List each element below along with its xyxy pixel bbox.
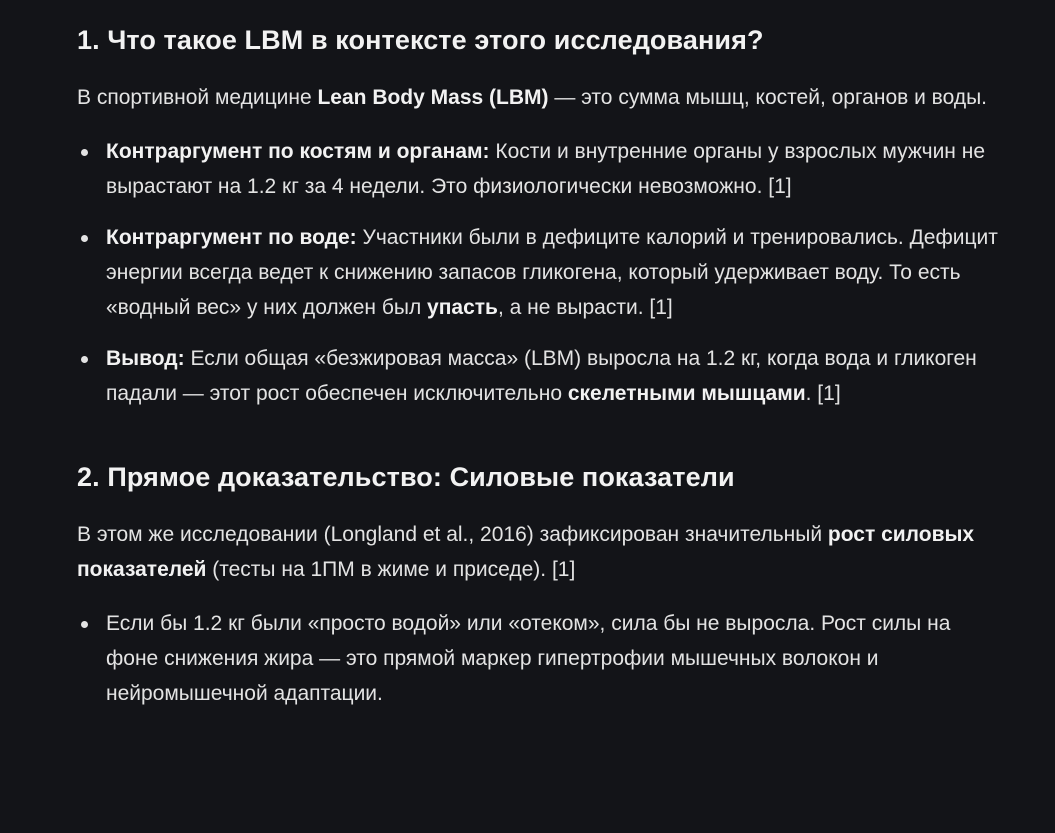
section-intro: В спортивной медицине Lean Body Mass (LBM) — это сумма мышц, костей, органов и воды. [77, 86, 987, 109]
bullet-icon [81, 149, 88, 156]
bullet-icon [81, 235, 88, 242]
section-intro: В этом же исследовании (Longland et al., 2016) зафиксирован значительный рост силовых показателей (тесты на 1ПМ в жиме и приседе). [1] [77, 523, 975, 581]
bullet-list [77, 134, 1015, 411]
list-item: Если бы 1.2 кг были «просто водой» или «отеком», сила бы не выросла. Рост силы на фоне снижения жира — это прямой маркер гипертрофии мышечных волокон и нейромышечной адаптации. [77, 606, 1006, 711]
bullet-list [77, 606, 1015, 711]
list-item: Вывод: Если общая «безжировая масса» (LBM) выросла на 1.2 кг, когда вода и гликоген падали — этот рост обеспечен исключительно скелетными мышцами. [1] [77, 341, 1006, 411]
bullet-icon [81, 621, 88, 628]
list-item: Контраргумент по воде: Участники были в дефиците калорий и тренировались. Дефицит энергии всегда ведет к снижению запасов гликогена, который удерживает воду. То есть «водный вес» у них должен был упасть, а не вырасти. [1] [77, 220, 1006, 325]
list-item: Контраргумент по костям и органам: Кости и внутренние органы у взрослых мужчин не вырастают на 1.2 кг за 4 недели. Это физиологически невозможно. [1] [77, 134, 1006, 204]
section-heading: 1. Что такое LBM в контексте этого исследования? [77, 25, 764, 55]
section-strength [77, 459, 1015, 711]
section-heading: 2. Прямое доказательство: Силовые показатели [77, 462, 735, 492]
section-lbm [77, 22, 1015, 411]
bullet-icon [81, 356, 88, 363]
